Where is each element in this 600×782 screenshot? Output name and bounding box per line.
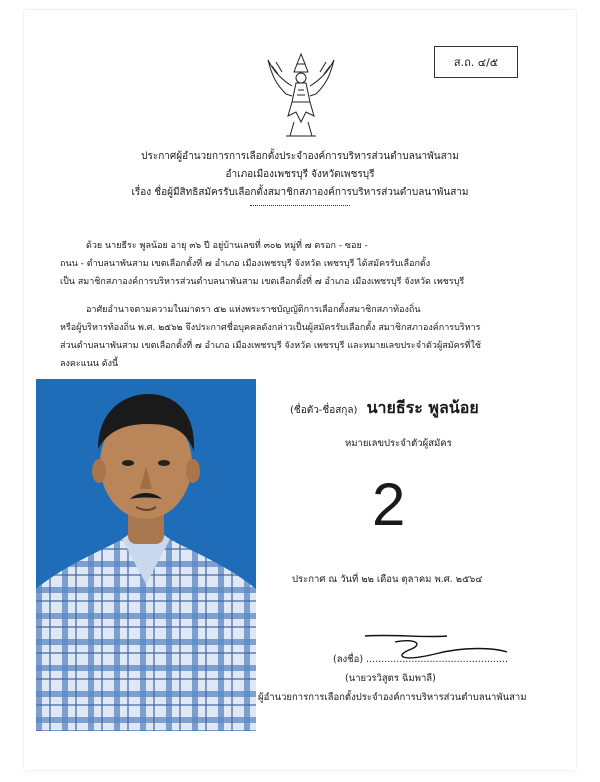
- signature-label: (ลงชื่อ) ...............................................: [333, 654, 508, 665]
- candidate-portrait-icon: [36, 379, 256, 731]
- header-line-3: เรื่อง ชื่อผู้มีสิทธิสมัครรับเลือกตั้งสมาชิกสภาองค์การบริหารส่วนตำบลนาพันสาม: [131, 187, 469, 198]
- form-code-box: ส.ถ. ๔/๕: [434, 46, 518, 78]
- paragraph2-line2: หรือผู้บริหารท้องถิ่น พ.ศ. ๒๕๖๒ จึงประกาศชื่อบุคคลดังกล่าวเป็นผู้สมัครรับเลือกตั้ง สมาชิกสภาองค์การบริหาร: [60, 323, 481, 333]
- paragraph1-line3: เป็น สมาชิกสภาองค์การบริหารส่วนตำบลนาพันสาม เขตเลือกตั้งที่ ๗ อำเภอ เมืองเพชรบุรี จังหวัด เพชรบุรี: [60, 277, 465, 287]
- paragraph2-line4: ลงคะแนน ดังนี้: [60, 359, 119, 369]
- candidate-number-label: หมายเลขประจำตัวผู้สมัคร: [345, 438, 452, 449]
- paragraph1-line2: ถนน - ตำบลนาพันสาม เขตเลือกตั้งที่ ๗ อำเภอ เมืองเพชรบุรี จังหวัด เพชรบุรี ได้สมัครรับเลือกตั้ง: [60, 259, 431, 269]
- candidate-name: นายธีระ พูลน้อย: [366, 398, 479, 417]
- paragraph1-line1: ด้วย นายธีระ พูลน้อย อายุ ๓๖ ปี อยู่บ้านเลขที่ ๓๐๒ หมู่ที่ ๗ ตรอก - ซอย -: [86, 241, 368, 251]
- name-prefix-label: (ชื่อตัว-ชื่อสกุล): [290, 405, 358, 416]
- candidate-photo: [36, 379, 256, 731]
- announcement-date: ประกาศ ณ วันที่ ๒๒ เดือน ตุลาคม พ.ศ. ๒๕๖๔: [292, 574, 483, 585]
- header-line-1: ประกาศผู้อำนวยการการเลือกตั้งประจำองค์การบริหารส่วนตำบลนาพันสาม: [141, 151, 459, 162]
- signatory-name: (นายวรวิสูตร ฉิมพาลี): [345, 673, 436, 684]
- paragraph2-line1: อาศัยอำนาจตามความในมาตรา ๕๒ แห่งพระราชบัญญัติการเลือกตั้งสมาชิกสภาท้องถิ่น: [86, 305, 421, 315]
- candidate-number: 2: [372, 471, 406, 538]
- header-line-2: อำเภอเมืองเพชรบุรี จังหวัดเพชรบุรี: [225, 169, 375, 180]
- header-divider: [250, 205, 350, 206]
- garuda-emblem-icon: [264, 50, 338, 142]
- signatory-title: ผู้อำนวยการการเลือกตั้งประจำองค์การบริหารส่วนตำบลนาพันสาม: [258, 692, 527, 703]
- paragraph2-line3: ส่วนตำบลนาพันสาม เขตเลือกตั้งที่ ๗ อำเภอ เมืองเพชรบุรี จังหวัด เพชรบุรี และหมายเลขประจำตัวผู้สมัครที่ใช้: [60, 341, 481, 351]
- candidate-name-line: [290, 396, 479, 421]
